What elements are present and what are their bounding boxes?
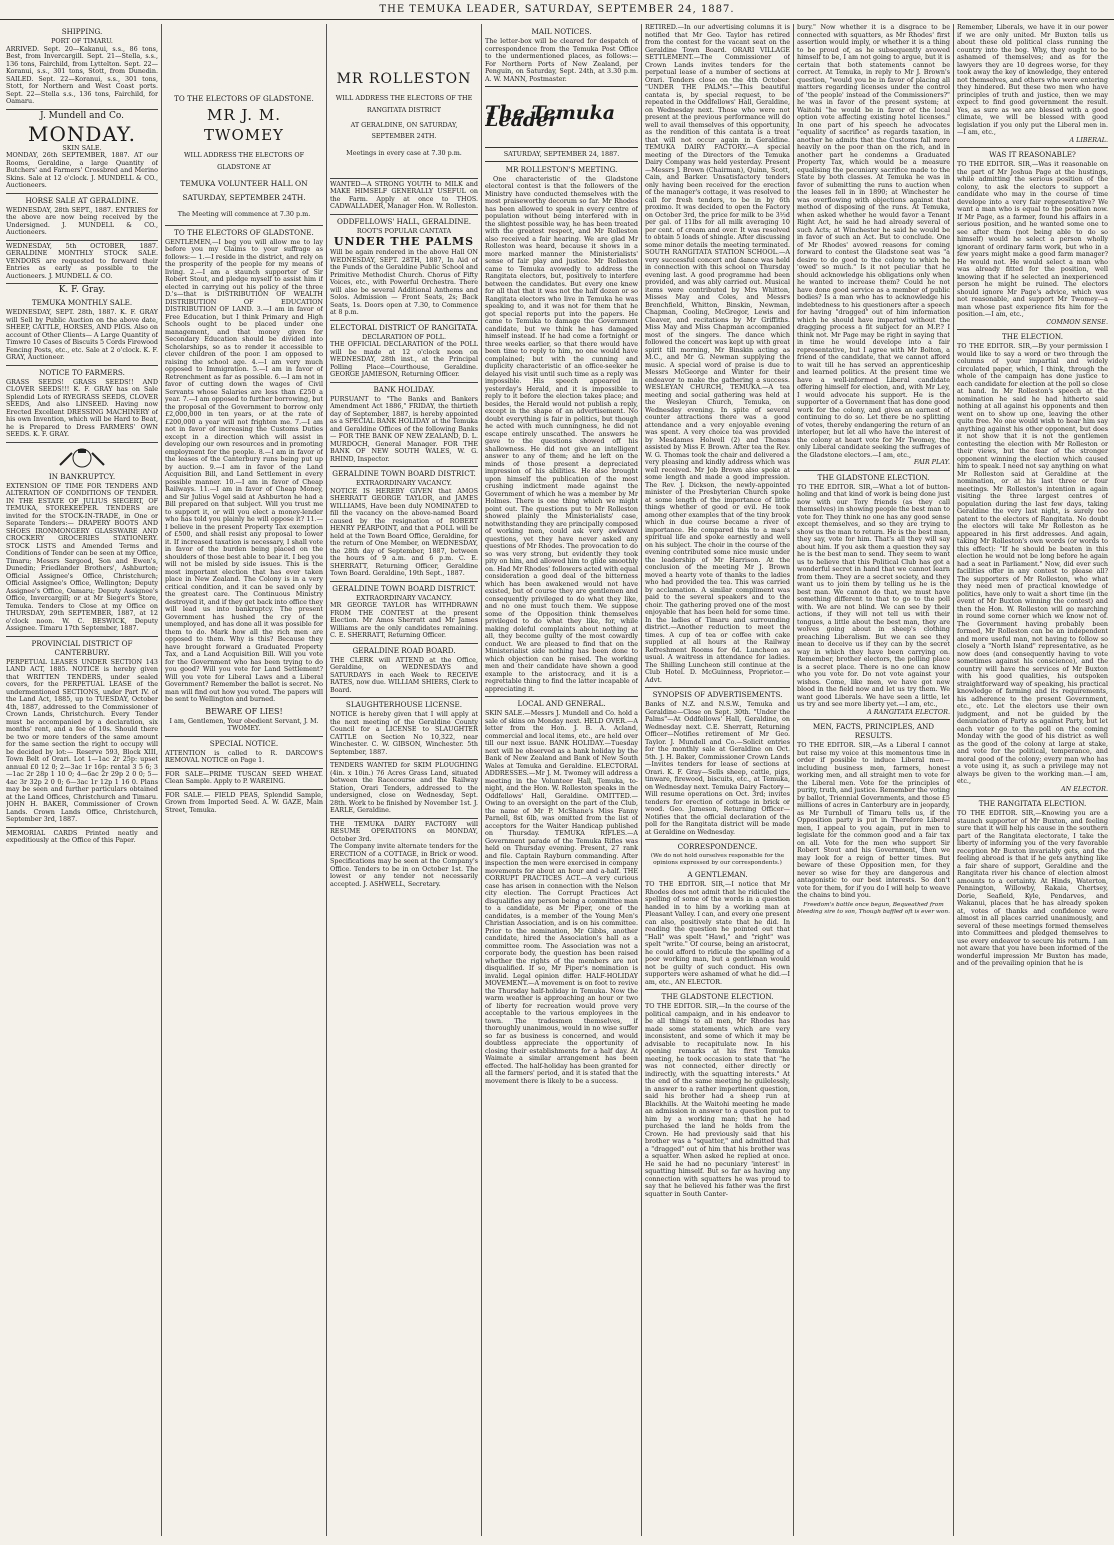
mail-notices-heading: MAIL NOTICES. <box>531 27 592 36</box>
correspondence-disclaimer: (We do not hold ourselves responsible for the opinions expressed by our correspondents.) <box>650 853 785 866</box>
beware-heading: BEWARE OF LIES! <box>205 706 283 716</box>
nameplate-title: The Temuka Leader <box>485 101 616 131</box>
column-rule <box>161 24 162 1536</box>
farmers-heading: NOTICE TO FARMERS. <box>6 365 158 377</box>
slaughterhouse-heading: SLAUGHTERHOUSE LICENSE. <box>330 697 478 709</box>
local-general-text: SKIN SALE.—Messrs J. Mundell and Co. hold a sale of skins on Monday next. HELD OVER.—A letter from the Hon. J. B. A. Acland, commercial and local items, etc., are held over till our next issue. BANK HOLIDAY.—Tuesday next will be observed as a bank holiday by the Bank of New Zealand and Bank of New South Wales at Temuka and Geraldine. ELECTORAL ADDRESSES.—Mr J. M. Twomey will address a meeting in the Volunteer Hall, Temuka, to-night, and the Hon. W. Rolleston speaks in the Oddfellows' Hall, Geraldine. OMITTED.—Owing to an oversight on the part of the Club, the name of Mr P. McShane's Miss Fanny Parnell, 8st 6lb, was omitted from the list of acceptors for the Waiter Handicap published on Thursday. TEMUKA RIFLES.—A Government parade of the Temuka Rifles was held on Thursday evening. Present, 27 rank and file. Captain Rayburn commanding. After inspection the men were exercised in company movements for about an hour and a-half. THE CORRUPT PRACTICES ACT.—A very curious case has arisen in connection with the Nelson city election. The Corrupt Practices Act disqualifies any person being a committee man to a candidate, as Mr Piper, one of the candidates, is a member of the Young Men's Christian Association, and is on his committee. Prior to the nomination, Mr Gibbs, another candidate, hired the Association's hall as a committee room. The Association was not a corporate body, the question has been raised whether the rights of the members are not disqualified. If so, Mr Piper's nomination is invalid. Legal opinion differ. HALF-HOLIDAY MOVEMENT.—A movement is on foot to revive the Thursday half-holiday in Temuka. Now the warm weather is approaching an hour or two of liberty for recreation would prove very acceptable to the various employees in the town. The tradesmen themselves, if thoroughly unanimous, would in no wise suffer so far as business is concerned, and would doubtless appreciate the opportunity of closing their establishments for a half day. At Waimate a similar arrangement has been effected. The half-holiday has been granted for all the farmers' period, and it is stated that the movement there is likely to be a success. <box>485 709 638 1085</box>
column-3 <box>330 24 478 1536</box>
men-facts-letter: TO THE EDITOR. SIR,—As a Liberal I cannot but raise my voice at this momentous time in order if possible to induce Liberal men—including business men, farmers, honest working men, and all straight men to vote for the Liberal men. Vote for the principles of purity, truth, and justice. Remember the voting by ballot, Triennial Governments, and those £5 millions of acres in Canterbury are in jeopardy, as Mr Turnbull of Timaru tells us, if the Opposition party is put in Therefore Liberal men, I appeal to you again, put in men to legislate for the common good and a fair tax on all. Vote for the men who support Sir Robert Stout and his Government, then we may look for a reign of better times. But beware of these Opposition men, for they never so wise for they are dangerous and antagonistic to our best interests. So don't vote for them, for if you do I will help to weave the chains to bind you. <box>797 741 950 899</box>
rolleston-venue: AT GERALDINE, ON SATURDAY, SEPTEMBER 24TH. <box>350 121 458 140</box>
vacancy-heading-2: EXTRAORDINARY VACANCY. <box>356 593 452 602</box>
road-board-text: THE CLERK will ATTEND at the Office, Geraldine, on WEDNESDAYS and SATURDAYS in each Week to RECEIVE RATES, now due. WILLIAM SHIERS, Clerk to Board. <box>330 655 478 694</box>
column-7 <box>957 24 1108 1536</box>
cantata-text: Will be again rendered in the above Hall ON WEDNESDAY, SEPT. 28TH, 1887, In Aid of the Funds of the Geraldine Public School and Primitive Methodist Church. Chorus of Fifty Voices, etc., with Powerful Orchestra. There will also be several Additional Anthems and Solos. Admission — Front Seats, 2s; Back Seats, 1s. Doors open at 7.30, to Commence at 8 p.m. <box>330 248 478 316</box>
signature-fair-play: FAIR PLAY. <box>913 458 950 466</box>
horse-sale-heading: HORSE SALE AT GERALDINE. <box>6 193 158 205</box>
column-rule <box>326 24 327 1536</box>
signature-rangitata-elector: A RANGITATA ELECTOR. <box>867 707 950 716</box>
temuka-sale-text: WEDNESDAY, SEPT. 28th, 1887. K. F. GRAY will Sell by Public Auction on the above date, SHEEP, CATTLE, HORSES, AND PIGS. Also on account of Other Clients— A Large Quantity of Timwre 10 Cases of Biscuits 5 Cords Firewood Fencing Posts, etc., etc. Sale at 2 o'clock. K. F. GRAY, Auctioneer. <box>6 308 158 361</box>
verse-quote: Freedom's battle once begun, Bequeathed from bleeding sire to son, Though baffled oft is ever won. <box>797 901 950 915</box>
synopsis-heading: SYNOPSIS OF ADVERTISEMENTS. <box>645 687 790 699</box>
correspondence-heading: CORRESPONDENCE. <box>645 839 790 851</box>
mail-notices-text: The letter-box will be cleared for despatch of correspondence from the Temuka Post Office to the undermentioned places, as follows:— For Northern Ports of New Zealand, per Penguin, on Saturday, Sept. 24th, at 3.30 p.m. A. W. MANN, Postmaster. <box>485 37 638 83</box>
rolleston-meeting-heading: MR ROLLESTON'S MEETING. <box>505 164 618 174</box>
column-2 <box>165 24 323 1536</box>
newspaper-nameplate <box>485 86 638 148</box>
masthead: THE TEMUKA LEADER, SATURDAY, SEPTEMBER 24, 1887. <box>0 4 1114 20</box>
oddfellows-heading: ODDFELLOWS' HALL, GERALDINE. <box>330 214 478 226</box>
local-items-continued: RETIRED.—In our advertising columns it is notified that Mr Geo. Taylor has retired from the contest for the vacant seat on the Geraldine Town Board. ORARI VILLAGE SETTLEMENT.—The Commissioner of Crown Lands invites tenders for the perpetual lease of a number of sections at Orari. Tenders close on the 4th October. "UNDER THE PALMS."—This beautiful cantata is, by special request, to be repeated in the Oddfellows' Hall, Geraldine, on Wednesday next. Those who were not present at the previous performance will do well to avail themselves of this opportunity, as the rendition of this cantata is a treat that will not occur again in Geraldine. TEMUKA DAIRY FACTORY.—A special meeting of the Directors of the Temuka Dairy Company was held yesterday. Present—Messrs J. Brown (Chairman), Quinn, Scott, Cain, and Barker. Unsatisfactory tenders only having been received for the erection of the manager's cottage, it was resolved to call for fresh tenders, to be in by 6th proximo. It was decided to open the Factory on October 3rd, the price for milk to be 3½d per gal. of 11lbs for all milk averaging 10 per cent. of cream and over. It was resolved to obtain 5 loads of shingle. After discussing some minor details the meeting terminated. SOUTH RANGITATA STATION SCHOOL.—A very successful concert and dance was held in connection with this school on Thursday evening last. A good programme had been provided, and was ably carried out. Musical items were contributed by Mrs Whitton, Misses May and Coles, and Messrs Brenchfield, Whitton, Binskin, Newman, Chapman, Cooling, McGregor, Lewis and Cleaver, and recitations by Mr Griffiths. Miss May and Miss Chapman accompanied most of the singers. The dance which followed the concert was kept up with great spirit till morning, Mr Binskin acting as M.C., and Mr G. Newman supplying the music. A special word of praise is due to Messrs McGeorge and Winter for their endeavor to make the gathering a success. WESLEYAN CHURCH, TEMUKA.—A tea meeting and social gathering was held at the Wesleyan Church, Temuka, on Wednesday evening. In spite of several counter attractions there was a good attendance and a very enjoyable evening was spent. A very choice tea was provided by Mesdames Holwell (2) and Thomas assisted by Miss F. Brown. After tea the Rev. W. G. Thomas took the chair and delivered a very pleasing and kindly address which was well received. Mr Job Brown also spoke at some length and made a good impression. The Rev. J. Dickson, the newly-appointed minister of the Presbyterian Church spoke at some length of the importance of little things whether of good or evil. He took among other examples that of the tiny brook which in due course became a river of importance. He compared this to a man's spiritual life and spoke earnestly and well on his subject. The choir in the course of the evening contributed some nice music under the leadership of Mr Harrison. At the conclusion of the meeting Mr J. Brown moved a hearty vote of thanks to the ladies who had provided the tea. This was carried by acclamation. A similar compliment was paid to the several speakers and to the choir. The gathering proved one of the most enjoyable that has been held for some time. In the ladies of Timaru and surrounding district.—Another reduction to meet the times. A cup of tea or coffee with cake supplied at all hours at the Railway Refreshment Rooms for 6d. Luncheon as usual. A waitress in attendance for ladies. The Shilling Luncheon still continue at the Club Hotel. D. McGuinness, Proprietor.—Advt. <box>645 24 790 684</box>
rolleston-time: Meetings in every case at 7.30 p.m. <box>346 149 462 157</box>
provincial-text: PERPETUAL LEASES UNDER SECTION 143 LAND ACT, 1885. NOTICE is hereby given that WRITTEN TENDERS, under sealed covers, for the PERPETUAL LEASE of the undermentioned SECTIONS, under Part IV. of the Land Act, 1885, up to TUESDAY, October 4th, 1887, addressed to the Commissioner of Crown Lands, Christchurch. Every Tender must be accompanied by a declaration, six months' rent, and a fee of 10s. Should there be two or more tenders of the same amount for the same section the right to occupy will be decided by lot:— Reserve 593, Block XIII, Town Belt of Orari. Lot 1—1ac 2r 25p: upset annual £0 12 0; 2—3ac 1r 16p: rental 3 5 6; 3—1ac 2r 28p 1 10 0; 4—6ac 2r 29p 2 0 0; 5—4ac 3r 32p 2 0 0; 6—3ac 1r 12p 1 16 0. Plans may be seen and further particulars obtained at the Land Offices, Christchurch and Timaru. JOHN H. BAKER, Commissioner of Crown Lands. Crown Lands Office, Christchurch, September 3rd, 1887. <box>6 657 158 823</box>
mundell-heading: J. Mundell and Co. <box>6 109 158 121</box>
kf-gray-heading: K. F. Gray. <box>6 283 158 295</box>
royal-arms-crest <box>6 442 158 469</box>
liberal-letter-continued: Remember, Liberals, we have it in our power if we are only united. Mr Buxton tells us about these old political class running the country into the bog. Why, they ought to be ashamed of themselves; and as for the lawyers they are 10 degrees worse, for they took away the key of knowledge, they entered not themselves, and others who were entering they hindered. But these two men who have principles of truth and justice, then we may expect to find good government the result. Yes, as sure as we are blessed with a good climate, we will be blessed with good legislation if you only put the Liberal men in.—I am, etc., <box>957 24 1108 136</box>
column-rule <box>953 24 954 1536</box>
special-notice-text: ATTENTION is called to R. DARCOW'S REMOVAL NOTICE on Page 1. <box>165 748 323 764</box>
rolleston-meeting-text: One characteristic of the Gladstone electoral contest is that the followers of the Ministry have conducted themselves with the most praiseworthy decorum so far. Mr Rhodes has been allowed to speak in every centre of population without being interfered with in the slightest possible way, he has been treated with the greatest respect, and Mr Rolleston also received a fair hearing. We are glad Mr Rolleston was heard, because it shows in a more marked manner the Ministerialists' sense of fair play and justice. Mr Rolleston came to Temuka avowedly to address the Rangitata electors, but, positively to interfere between the candidates. But every one knew for all that that it was not the half dozen or so Rangitata electors who live in Temuka he was speaking to, and it was not for them that he got special reports put into the papers. He came to Temuka to damage the Government candidate, but we think he has damaged himself instead. If he had come a fortnight or three weeks earlier, so that there would have been time to reply to him, no one would have complained; but with the cunning and duplicity characteristic of an office-seeker he delayed his visit until such time as a reply was impossible. His speech appeared in yesterday's Herald, and it is impossible to reply to it before the election takes place; and besides, the Herald would not publish a reply, except in the shape of an advertisement. No doubt everything is fair in politics, but though he acted with much cunningness, he did not escape entirely unscathed. The answers he gave to the questions showed off his shallowness. He did not give an intelligent answer to any of them; and he left on the minds of those present a depreciated impression of his abilities. He also brought upon himself the publication of the most crushing indictment made against the Government of which he was a member by Mr Holmes. There is one thing which we might point out. The questions put to Mr Rolleston showed plainly the Ministerialists' case, notwithstanding they are principally composed of working men, could ask very awkward questions, yet they have never asked any questions of Mr Rhodes. The provocation to do so was very strong, but evidently they took pity on him, and allowed him to glide smoothly on. Had Mr Rhodes' followers acted with equal consideration a good deal of the bitterness which has been awakened would not have existed, but of course they are gentlemen and consequently privileged to do what they like, and no one must touch them. We suppose some of the Opposition think themselves privileged to do what they like, for, while making doleful complaints about nothing at all, they become guilty of the most cowardly conduct. We are pleased to find that on the Ministerialist side nothing has been done to which objection can be raised. The working men and their candidate have shown a good example to the aristocracy, and it is a regrettable thing to find the latter incapable of appreciating it. <box>485 174 638 693</box>
port-heading: PORT OF TIMARU. <box>51 37 113 45</box>
rangitata-election-heading: THE RANGITATA ELECTION. <box>957 796 1108 808</box>
signature-liberal: A LIBERAL. <box>1069 135 1108 144</box>
twomey-venue: TEMUKA VOLUNTEER HALL ON SATURDAY, SEPTEMBER 24TH. <box>180 179 308 202</box>
under-the-palms-title: UNDER THE PALMS <box>333 235 475 248</box>
shipping-text: ARRIVED. Sept. 20—Kakanui, s.s., 86 tons, Best, from Invercargill. Sept. 21—Stella, s.s., 136 tons, Fairchild, from Lyttelton. Sept. 22—Koranui, s.s., 301 tons, Stott, from Dunedin. SAILED. Sept. 22—Koranui, s.s., 301 tons, Stott, for Northern and West Coast ports. Sept. 22—Stella s.s., 136 tons, Fairchild, for Oamaru. <box>6 44 158 105</box>
electors-heading: TO THE ELECTORS OF GLADSTONE. <box>174 94 314 103</box>
slaughterhouse-text: NOTICE is hereby given that I will apply at the next meeting of the Geraldine County Council for a LICENSE to SLAUGHTER CATTLE on Section No 10,322, near Winchester. C. W. GIBSON, Winchester. 5th September, 1887. <box>330 710 478 756</box>
poll-heading: DECLARATION OF POLL. <box>361 332 447 341</box>
rolleston-will-address: WILL ADDRESS THE ELECTORS OF THE RANGITATA DISTRICT <box>335 94 473 114</box>
monday-heading: MONDAY. <box>27 121 137 146</box>
rangitata-election-letter: TO THE EDITOR. SIR,—Knowing you are a staunch supporter of Mr Buxton, and feeling sure that it will help his cause in the southern part of the Rangitata electorate, I take the liberty of informing you of the very favorable reception Mr Buxton invariably gets, and the feeling abroad is that if he gets anything like a fair share of support, Geraldine and the Rangitata river his chance of election almost amounts to a certainty. At Hinds, Waterton, Pennington, Willowby, Rakaia, Chertsey, Dorie, Seafield, Kyle, Pendarves, and Wakanui, places that he has already spoken at, votes of thanks and confidence were almost in all places carried unanimously, and several of these meetings formed themselves into Committees and pledged themselves to use every endeavor to secure his return. I am not aware that you have been informed of the wonderful impression Mr Buxton has made, and of the prevailing opinion that he is <box>957 809 1108 967</box>
bankruptcy-heading: IN BANKRUPTCY. <box>48 471 116 481</box>
vacancy-text-2: MR GEORGE TAYLOR has WITHDRAWN FROM THE CONTEST at the present Election. Mr Amos Sherratt and Mr James Williams are the only candidates remaining. C. E. SHERRATT, Returning Officer. <box>330 601 478 639</box>
column-6 <box>797 24 950 1536</box>
vacancy-heading: EXTRAORDINARY VACANCY. <box>356 479 452 487</box>
bankruptcy-text: EXTENSION OF TIME FOR TENDERS AND ALTERATION OF CONDITIONS OF TENDER. IN THE ESTATE OF JULIUS SIEGERT, OF TEMUKA, STOREKEEPER. TENDERS are invited for the STOCK-IN-TRADE, in One or Separate Tenders:— DRAPERY BOOTS AND SHOES IRONMONGERY GLASSWARE AND CROCKERY GROCERIES STATIONERY. STOCK LISTS and Amended Terms and Conditions of Tender can be seen at my Office, Timaru; Messrs Sargood, Son and Ewen's, Dunedin; Friedlander Brothers', Ashburton; Official Assignee's Office, Christchurch; Official Assignee's Office, Wellington; Deputy Assignee's Office, Oamaru; Deputy Assignee's Office, Invercargill; or at Mr Siegert's Store, Temuka. Tenders to Close at my Office on THURSDAY, 29th SEPTEMBER, 1887, at 12 o'clock noon. W. C. BESWICK, Deputy Assignee. Timaru 17th September, 1887. <box>6 481 158 632</box>
seed-wheat-ad: FOR SALE—PRIME TUSCAN SEED WHEAT. Clean Sample. Apply to P. WAREING. <box>165 769 323 785</box>
gladstone-election-letter-2: TO THE EDITOR. SIR,—What a lot of button-holing and that kind of work is being done just now with our Tory friends (as they call themselves) in showing people the best man to vote for. They think no one has any good sense except themselves, and so they are trying to show us the man to return. He is the best man, they say, vote for him. That's all they will say about him. If you ask them a question they say he is the best man to send. They seem to want us to believe that this Political Club has got a wonderful secret in hand that we cannot learn from them. They are a secret society, and they want us to join them by telling us he is the best man. We cannot do that, we must have something different to that to go to the poll with. We are not blind. We can see by their actions, if they will not tell us with their tongues, a little about the best man, they are wolves going about in sheep's clothing preaching Liberalism. But we can see they mean to deceive us if they can by the secret way in which they have been carrying on. Remember, brother electors, the polling place is a secret place. There is no one can know who you vote for. Do not vote against your wishes. Come, like men, we have got new blood in the field now and let us try them. We want good Liberals. We have seen a little, let us try and see more liberty yet.—I am, etc., <box>797 482 950 708</box>
synopsis-text: Banks of N.Z. and N.S.W., Temuka and Geraldine—Close on Sept. 30th. "Under the Palms"—At Oddfellows' Hall, Geraldine, on Wednesday next. C.E. Sherratt, Returning Officer—Notifies retirement of Mr Geo. Taylor. J. Mundell and Co.—Solicit entries for the monthly sale at Geraldine on Oct. 5th. J. H. Baker, Commissioner Crown Lands—Invites tenders for lease of sections at Orari. K. F. Gray—Sells sheep, cattle, pigs, tinware, firewood, biscuits, etc., at Temuka, on Wednesday next. Temuka Dairy Factory—Will resume operations on Oct. 3rd; invites tenders for erection of cottage in brick or wood. Geo. Jameson, Returning Officer—Notifies that the official declaration of the poll for the Rangitata district will be made at Geraldine on Wednesday. <box>645 700 790 836</box>
skin-sale-heading: SKIN SALE. <box>62 143 102 152</box>
temuka-sale-heading: TEMUKA MONTHLY SALE. <box>31 298 133 307</box>
bank-holiday-heading: BANK HOLIDAY. <box>330 382 478 394</box>
twomey-will-address: WILL ADDRESS THE ELECTORS OF GLADSTONE AT <box>183 151 305 171</box>
tenders-ad: TENDERS WANTED for SKIM PLOUGHING (4in. x 10in.) 76 Acres Grass Land, situated between the Racecourse and the Railway Station, Orari Tenders, addressed to the undersigned, close on Wednesday, Sept. 28th. Work to be finished by November 1st. J. EARLE, Geraldine. <box>330 761 478 814</box>
column-5 <box>645 24 790 1536</box>
signature-common-sense: COMMON SENSE. <box>1046 317 1108 326</box>
gladstone-election-heading: THE GLADSTONE ELECTION. <box>645 989 790 1001</box>
dairy-factory-text: The Company invite alternate tenders for the ERECTION of a COTTAGE, in Brick or wood. Specifications may be seen at the Company's Office. Tenders to be in on October 1st. The lowest or any tender not necessarily accepted. J. ASHWELL, Secretary. <box>330 842 478 888</box>
electoral-district-heading: ELECTORAL DISTRICT OF RANGITATA. <box>330 320 478 332</box>
special-notice-heading: SPECIAL NOTICE. <box>165 736 323 748</box>
twomey-name: MR J. M. TWOMEY <box>204 106 284 144</box>
gentleman-letter: TO THE EDITOR. SIR,—I notice that Mr Rhodes does not admit that he ridiculed the spelling of some of the words in a question handed in to him by a working man at Pleasant Valley. I can, and every one present can also, positively state that he did. In reading the question he pointed out that "Hall" was spelt "Hawl," and "right" was spelt "write." Of course, being an aristocrat, he could afford to ridicule the spelling of a poor working man, but a gentleman would not be guilty of such conduct. His own supporters were ashamed of what he did.—I am, etc., AN ELECTOR. <box>645 880 790 986</box>
cantata-heading: ROOT'S POPULAR CANTATA <box>356 226 452 235</box>
twomey-closing: I am, Gentlemen, Your obedient Servant, J. M. TWOMEY. <box>169 716 319 732</box>
gladstone-election-heading-2: THE GLADSTONE ELECTION. <box>797 470 950 482</box>
memorial-cards: MEMORIAL CARDS Printed neatly and expeditiously at the Office of this Paper. <box>6 828 158 844</box>
reasonable-heading: WAS IT REASONABLE? <box>957 147 1108 159</box>
election-letter: TO THE EDITOR. SIR,—By your permission I would like to say a word or two through the columns of your impartial and widely circulated paper, which, I think, through the whole of the campaign has done justice to each candidate for election at the poll so close at hand. In Mr Rolleston's speech at the nomination he said he had hitherto said nothing at all against his opponents and then went on to show up one, leaving the other quite free. No one would wish to hear him say anything against his other opponent, but does it not show that it is not the gentlemen contesting the election with Mr Rolleston or their views, but the fear of the stronger opponent winning the election which caused him to speak. I need not say anything on what Mr Rolleston said at Geraldine at the nomination, or at his last three or four meetings. Mr Rolleston's intention in again visiting the three largest centres of population during the last few days, taking Geraldine the very last night, is surely too patent to the electors of Rangitata. No doubt the electors will take Mr Rolleston as he appeared in his first addresses. And again, taking Mr Rolleston's own words (or words to this effect): "If he should be beaten in this election he would not be long before he again had a seat in Parliament." Now, did ever such facilities offer in any contest to please all? The supporters of Mr Rolleston, who what they need men of practical knowledge of politics, have only to wait a short time (in the event of Mr Buxton winning the contest) and then the Hon. W. Rolleston will go marching in round some corner which we know not of. The Government having probably been formed, Mr Rolleston can be an independent and more useful man, not having to follow so closely a "North Island" representative, as he now does (and consequently having to vote sometimes against his conscience), and the country will have the services of Mr Buxton with his good qualities, his outspoken straightforward way of speaking, his practical knowledge of farming and its requirements, his adherence to the present Government, etc., etc. Let the electors use their own judgment, and not be guided by the denunciation of Party as against Party, but let each voter go to the poll on the coming Monday with the good of his district as well as the good of the colony at large at stake, and vote for the political, temperance, and moral good of the colony; every man who has a vote using it, as such a privilege may not always be given to the working man.—I am, etc., <box>957 342 1108 785</box>
column-rule <box>481 24 482 1536</box>
column-rule <box>793 24 794 1536</box>
poll-text: THE OFFICIAL DECLARATION of the POLL will be made at 12 o'clock noon on WEDNESDAY, 28th inst., at the Principal Polling Place—Courthouse, Geraldine. GEORGE JAMIESON, Returning Officer. <box>330 340 478 378</box>
electors-heading-2: TO THE ELECTORS OF GLADSTONE. <box>165 225 323 237</box>
farmers-text: GRASS SEEDS! GRASS SEEDS!! AND CLOVER SEEDS!!! K. F. GRAY has on Sale Splendid Lots of RYEGRASS SEEDS, CLOVER SEEDS, And also LINSEED. Having now Erected Excellent DRESSING MACHINERY of his own Invention, which will be Hard to Beat, he is Prepared to Dress FARMERS' OWN SEEDS. K. F. GRAY. <box>6 377 158 438</box>
election-heading: THE ELECTION. <box>957 329 1108 341</box>
vacancy-text: NOTICE IS HEREBY GIVEN that AMOS SHERRATT GEORGE TAYLOR, and JAMES WILLIAMS, Have been duly NOMINATED to fill the vacancy on the above-named Board caused by the resignation of ROBERT HENRY PEARPOINT, and that a POLL will be held at the Town Board Office, Geraldine, for the return of One Member, on WEDNESDAY, the 28th day of September, 1887, between the hours of 9 a.m. and 6 p.m. C. E. SHERRATT, Returning Officer, Geraldine Town Board. Geraldine, 19th Sept., 1887. <box>330 486 478 577</box>
letter-continued: bury." Now whether it is a disgrace to be connected with squatters, as Mr Rhodes' first assertion would imply, or whether it is a thing to be proud of, as he subsequently avowed himself to be, I am not going to argue, but it is certain that both statements cannot be correct. At Temuka, in reply to Mr J. Brown's question, "would you be in favor of placing all matters regarding licenses under the control of 'the people' instead of the Commissioners?" he was in favor of the present system; at Waitohi "he would be in favor of the local option vote affecting existing hotel licenses." In one part of his speech he advocates "equality of sacrifice" as regards taxation, in another he admits that the Customs fall more heavily on the poor than on the rich, and in another part he condemns a Graduated Property Tax, which would be a measure equalising the pecuniary sacrifice made to the State by both classes. At Temuka he was in favor of submitting the runs to auction when the leases fell in in 1890; at Winchester he was overflowing with objections against that method of disposing of the runs. At Temuka, when asked whether he would favor a Tenant Right Act, he said he had already several of such Acts; at Winchester he said he would be in favor of such an Act. But to conclude. One of Mr Rhodes' avowed reasons for coming forward to contest the Gladstone seat was "a desire to do good to the colony to which he 'owed' so much." Is it not peculiar that he should acknowledge his obligations only when he wanted to increase them? Could he not have done good service as a member of public bodies? Is a man who has to acknowledge his indebtedness to his questioners after a speech for having "dragged" out of him information which he should have imparted without the dragging process a fit subject for an M.P.? I think not. Mr Page may be right in saying that in time he would develope into a fair representative, but I agree with Mr Bolton, a friend of the candidate, that we cannot afford to wait till he has served an apprenticeship and learned politics. At the present time we have a well-informed Liberal candidate offering himself for election, and, with Mr Ley, I would advocate his support. He is the supporter of a Government that has done good work for the colony, and gives an earnest of continuing to do so. Let there be no splitting of votes, thereby endangering the return of an interloper, but let all who have the interest of the colony at heart vote for Mr Twomey, the only Liberal candidate seeking the suffrages of the Gladstone electors.—I am, etc., <box>797 24 950 459</box>
road-board-heading: GERALDINE ROAD BOARD. <box>330 643 478 655</box>
dairy-factory-heading: THE TEMUKA DAIRY FACTORY will RESUME OPERATIONS on MONDAY, October 3rd. <box>330 819 478 843</box>
men-facts-heading: MEN, FACTS, PRINCIPLES, AND RESULTS. <box>797 719 950 740</box>
column-4 <box>485 24 638 1536</box>
column-rule <box>641 24 642 1536</box>
issue-date: SATURDAY, SEPTEMBER 24, 1887. <box>485 151 638 162</box>
town-board-heading-2: GERALDINE TOWN BOARD DISTRICT. <box>330 581 478 593</box>
skin-sale-text: MONDAY, 26th SEPTEMBER, 1887. AT our Rooms, Geraldine, a large Quantity of Butchers' and Farmers' Crossbred and Merino Skins. Sale at 12 o'clock. J. MUNDELL & CO., Auctioneers. <box>6 151 158 189</box>
crest-icon <box>52 447 112 469</box>
reasonable-letter: TO THE EDITOR. SIR,—Was it reasonable on the part of Mr Joshua Page at the hustings, while admitting the serious position of the colony, to ask the electors to support a candidate who may in the course of time develope into a very fair representative? We want a man who is equal to the position now. If Mr Page, as a farmer, found his affairs in a serious position, and he wanted some one to see after them (not being able to do so himself) would he select a person wholly ignorant of ordinary farm work, but who in a few years might make a good farm manager? He would not. He would select a man who was already fitted for the position, well knowing that if he selected an inexperienced person he might be ruined. The electors should ignore Mr Page's advice, which was not reasonable, and support Mr Twomey—a man whose past experience fits him for the position.—I am, etc., <box>957 160 1108 318</box>
column-1 <box>6 24 158 1536</box>
shipping-heading: SHIPPING. <box>61 27 103 36</box>
field-peas-ad: FOR SALE.— FIELD PEAS, Splendid Sample, Grown from Imported Seed. A. W. GAZE, Main Street, Temuka. <box>165 790 323 814</box>
local-general-heading: LOCAL AND GENERAL. <box>485 696 638 708</box>
rolleston-name: MR ROLLESTON <box>336 71 472 87</box>
gentleman-heading: A GENTLEMAN. <box>687 870 748 879</box>
twomey-time: The Meeting will commence at 7.30 p.m. <box>177 210 311 218</box>
provincial-heading: PROVINCIAL DISTRICT OF CANTERBURY. <box>6 636 158 657</box>
horse-sale-text: WEDNESDAY, 28th SEPT., 1887. ENTRIES for the above are now being received by the Undersigned. J. MUNDELL & CO., Auctioneers. <box>6 205 158 236</box>
gladstone-election-letter: TO THE EDITOR. SIR,—In the course of the political campaign, and in his endeavor to be all things to all men, Mr Rhodes has made some statements which are very inconsistent, and some of which it may be advisable to recapitulate now. In his opening remarks at his first Temuka meeting, he took occasion to state that "he was not connected, either directly or indirectly, with the squatting interests." At the end of the same meeting he guilelessly, in answer to a rather impertinent question, said his brother had a sheep run at Blackhills. At the Waitohi meeting he made an admission in answer to a question put to him by a working man; that he had purchased the land he holds from the Crown. He had previously said that his brother was a "squatter," and admitted that a "dragged" out of him that his brother was a squatter. When asked he replied at once. He said he had no pecuniary 'interest' in squatting himself. But so far as having any connection with squatters he was proud to say that he believed his father was the first squatter in South Canter- <box>645 1002 790 1198</box>
signature-an-elector: AN ELECTOR. <box>1060 784 1108 793</box>
twomey-address: GENTLEMEN,—I beg you will allow me to lay before you my Claims to your suffrage as follows:— 1.—I reside in the district, and rely on the prosperity of the people for my means of living. 2.—I am a staunch supporter of Sir Robert Stout, and pledge myself to assist him if elected in carrying out his policy of the three D.'s—that is DISTRIBUTION OF WEALTH DISTRIBUTION OF EDUCATION DISTRIBUTION OF LAND. 3.—I am in favor of Free Education, but I think Primary and High Schools ought to be placed under one management, and that money given for Secondary Education should be divided into Scholarships, so as to render it accessible to clever children of the poor. I am opposed to raising the school age. 4.—I am very much opposed to Immigration. 5.—I am in favor of Retrenchment as far as possible. 6.—I am not in favor of cutting down the wages of Civil Servants whose Salaries are less than £250 a year. 7.—I am opposed to further borrowing, but the proposal of the Government to borrow only £2,000,000 in ten years, or at the rate of £200,000 a year will not frighten me. 7.—I am not in favor of increasing the Customs Duties except in a direction which will assist in developing our own resources and in promoting employment for the people. 8.—I am in favor of the leases of the Canterbury runs being put up by auction. 9.—I am in favor of the Land Acquisition Bill, and Land Settlement in every possible manner. 10.—I am in favor of Cheap Railways. 11.—I am in favor of Cheap Money, and Sir Julius Vogel said at Ashburton he had a Bill prepared on that subject. Will you trust me to support it, or will you elect a money-lender who has told you plainly he will oppose it? 11.—I believe in the present Property Tax exemption of £500, and shall resist any proposal to lower it. If increased taxation is necessary, I shall vote in favor of the burden being placed on the shoulders of those best able to bear it. I beg you will not be misled by side issues. This is the most important election that has ever taken place in New Zealand. The Colony is in a very critical condition, and it can be saved only by the greatest care. The Continuous Ministry destroyed it, and if they get back into office they will lead us into bankruptcy. The present Government has hushed the cry of the unemployed, and has done all it was possible for them to do. Mark how all the rich men are opposed to them. Why is this? Because they have brought forward a Graduated Property Tax, and a Land Acquisition Bill. Will you vote for the Government who has been trying to do you good? Will you vote for Land Settlement? Will you vote for Liberal Laws and a Liberal Government? Remember the ballot is secret. No man will find out how you voted. The papers will be sent to Wellington and burned. <box>165 237 323 703</box>
town-board-heading: GERALDINE TOWN BOARD DISTRICT. <box>330 466 478 478</box>
monthly-sale-text: WEDNESDAY, 5th OCTOBER, 1887. GERALDINE MONTHLY STOCK SALE. VENDORS are requested to forward their Entries as early as possible to the Auctioneers. J. MUNDELL & CO. <box>6 241 158 280</box>
bank-holiday-text: PURSUANT to "The Banks and Bankers Amendment Act 1886," FRIDAY, the thirtieth day of September, 1887, is hereby appointed as a SPECIAL BANK HOLIDAY at the Temuka and Geraldine Offices of the following Banks— FOR THE BANK OF NEW ZEALAND, D. L. MURDOCH, General Manager. FOR THE BANK OF NEW SOUTH WALES, W. G. RHIND, Inspector. <box>330 394 478 463</box>
wanted-youth-ad: WANTED—A STRONG YOUTH to MILK and MAKE HIMSELF GENERALLY USEFUL on the Farm. Apply at once to THOS. CADWALLADER, Manager Hon. W. Rolleston. <box>330 179 478 210</box>
